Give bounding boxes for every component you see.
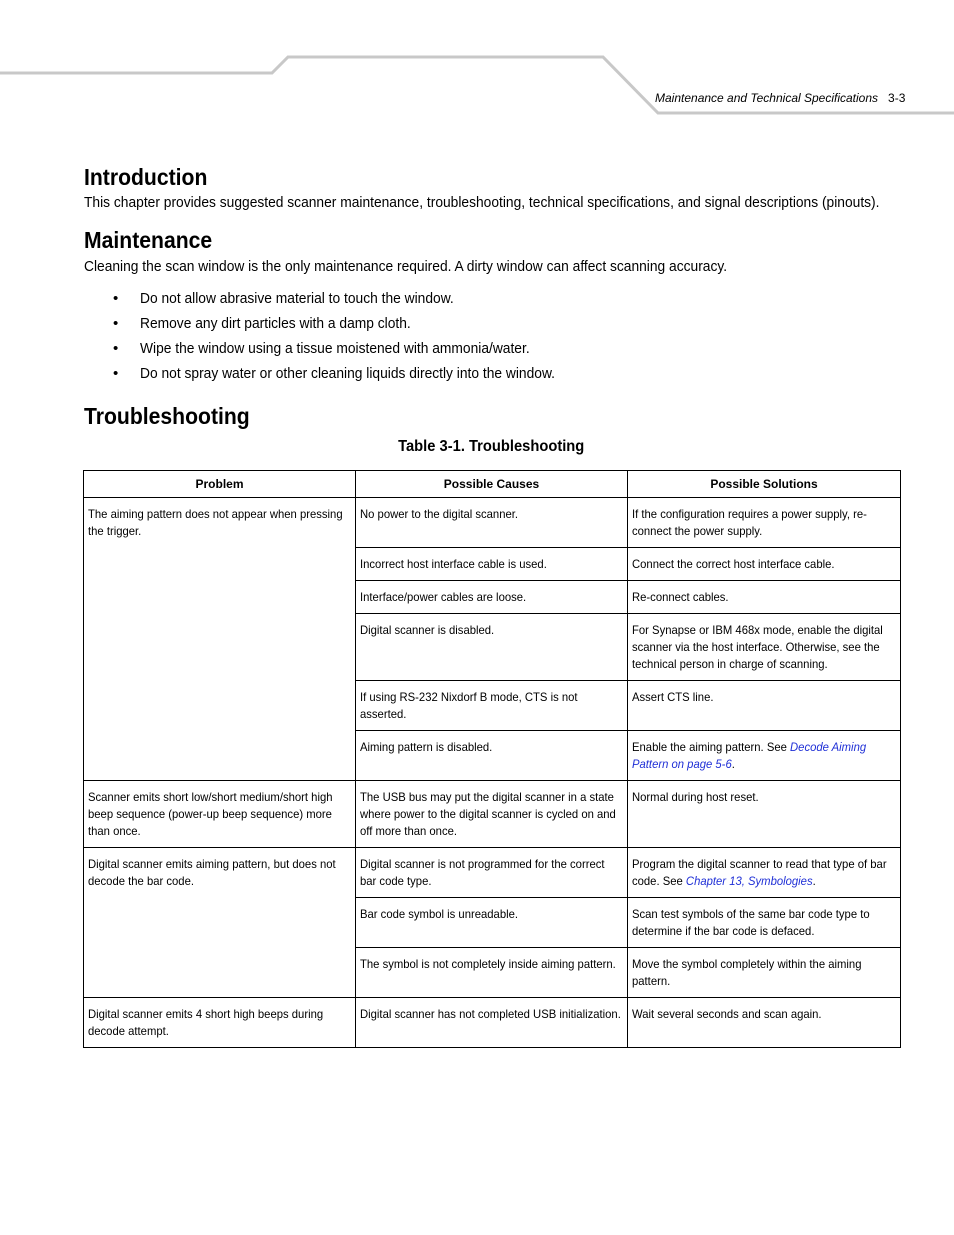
solution-cell: Wait several seconds and scan again. [628, 998, 901, 1048]
cause-cell: The symbol is not completely inside aiming pattern. [356, 948, 628, 998]
running-title: Maintenance and Technical Specifications [655, 91, 879, 105]
cause-cell: Digital scanner is disabled. [356, 614, 628, 681]
running-head [655, 91, 915, 105]
introduction-heading: Introduction [84, 164, 208, 190]
bullet-icon: • [113, 365, 119, 382]
solution-cell: Assert CTS line. [628, 681, 901, 731]
table-header-row [84, 471, 901, 498]
solution-cell: Connect the correct host interface cable. [628, 548, 901, 581]
cause-cell: If using RS-232 Nixdorf B mode, CTS is not asserted. [356, 681, 628, 731]
cause-cell: Incorrect host interface cable is used. [356, 548, 628, 581]
maintenance-bullet-list [84, 286, 591, 386]
troubleshooting-table [83, 470, 901, 1048]
bullet-icon: • [113, 315, 119, 332]
solution-cell: Normal during host reset. [628, 781, 901, 848]
solution-cell: Program the digital scanner to read that type of bar code. See Chapter 13, Symbologies. [628, 848, 901, 898]
cause-cell: No power to the digital scanner. [356, 498, 628, 548]
maintenance-heading: Maintenance [84, 227, 213, 253]
troubleshooting-heading: Troubleshooting [84, 403, 250, 429]
table-row [84, 998, 901, 1048]
solution-cell: If the configuration requires a power supply, re-connect the power supply. [628, 498, 901, 548]
column-header-causes: Possible Causes [356, 471, 628, 498]
problem-cell: The aiming pattern does not appear when pressing the trigger. [84, 498, 356, 781]
problem-cell: Digital scanner emits aiming pattern, but does not decode the bar code. [84, 848, 356, 998]
cause-cell: Bar code symbol is unreadable. [356, 898, 628, 948]
cause-cell: Interface/power cables are loose. [356, 581, 628, 614]
page-number: 3-3 [888, 91, 906, 105]
solution-cell: Re-connect cables. [628, 581, 901, 614]
table-caption: Table 3-1. Troubleshooting [398, 438, 585, 455]
header-rule [0, 0, 954, 130]
bullet-icon: • [113, 290, 119, 307]
table-row [84, 848, 901, 898]
solution-cell: Move the symbol completely within the aiming pattern. [628, 948, 901, 998]
cause-cell: The USB bus may put the digital scanner in a state where power to the digital scanner is cycled on and off more than once. [356, 781, 628, 848]
cause-cell: Digital scanner has not completed USB initialization. [356, 998, 628, 1048]
list-item: • Remove any dirt particles with a damp cloth. [84, 311, 591, 336]
symbologies-chapter-link[interactable]: Chapter 13, Symbologies [685, 874, 813, 888]
bullet-icon: • [113, 340, 119, 357]
solution-cell: For Synapse or IBM 468x mode, enable the digital scanner via the host interface. Otherwise, see the technical person in charge of scanning. [628, 614, 901, 681]
problem-cell: Digital scanner emits 4 short high beeps during decode attempt. [84, 998, 356, 1048]
column-header-problem: Problem [84, 471, 356, 498]
decode-aiming-pattern-link[interactable]: Decode Aiming Pattern on page 5-6 [632, 740, 867, 771]
table-row [84, 498, 901, 548]
list-item: • Wipe the window using a tissue moistened with ammonia/water. [84, 336, 591, 361]
table-row [84, 781, 901, 848]
list-item: • Do not allow abrasive material to touch the window. [84, 286, 591, 311]
cause-cell: Digital scanner is not programmed for the correct bar code type. [356, 848, 628, 898]
list-item: • Do not spray water or other cleaning liquids directly into the window. [84, 361, 591, 386]
problem-cell: Scanner emits short low/short medium/short high beep sequence (power-up beep sequence) more than once. [84, 781, 356, 848]
cause-cell: Aiming pattern is disabled. [356, 731, 628, 781]
introduction-text: This chapter provides suggested scanner maintenance, troubleshooting, technical specifications, and signal descriptions (pinouts). [84, 194, 880, 211]
maintenance-text: Cleaning the scan window is the only maintenance required. A dirty window can affect scanning accuracy. [84, 258, 728, 275]
solution-cell: Enable the aiming pattern. See Decode Aiming Pattern on page 5-6. [628, 731, 901, 781]
column-header-solutions: Possible Solutions [628, 471, 901, 498]
solution-cell: Scan test symbols of the same bar code type to determine if the bar code is defaced. [628, 898, 901, 948]
